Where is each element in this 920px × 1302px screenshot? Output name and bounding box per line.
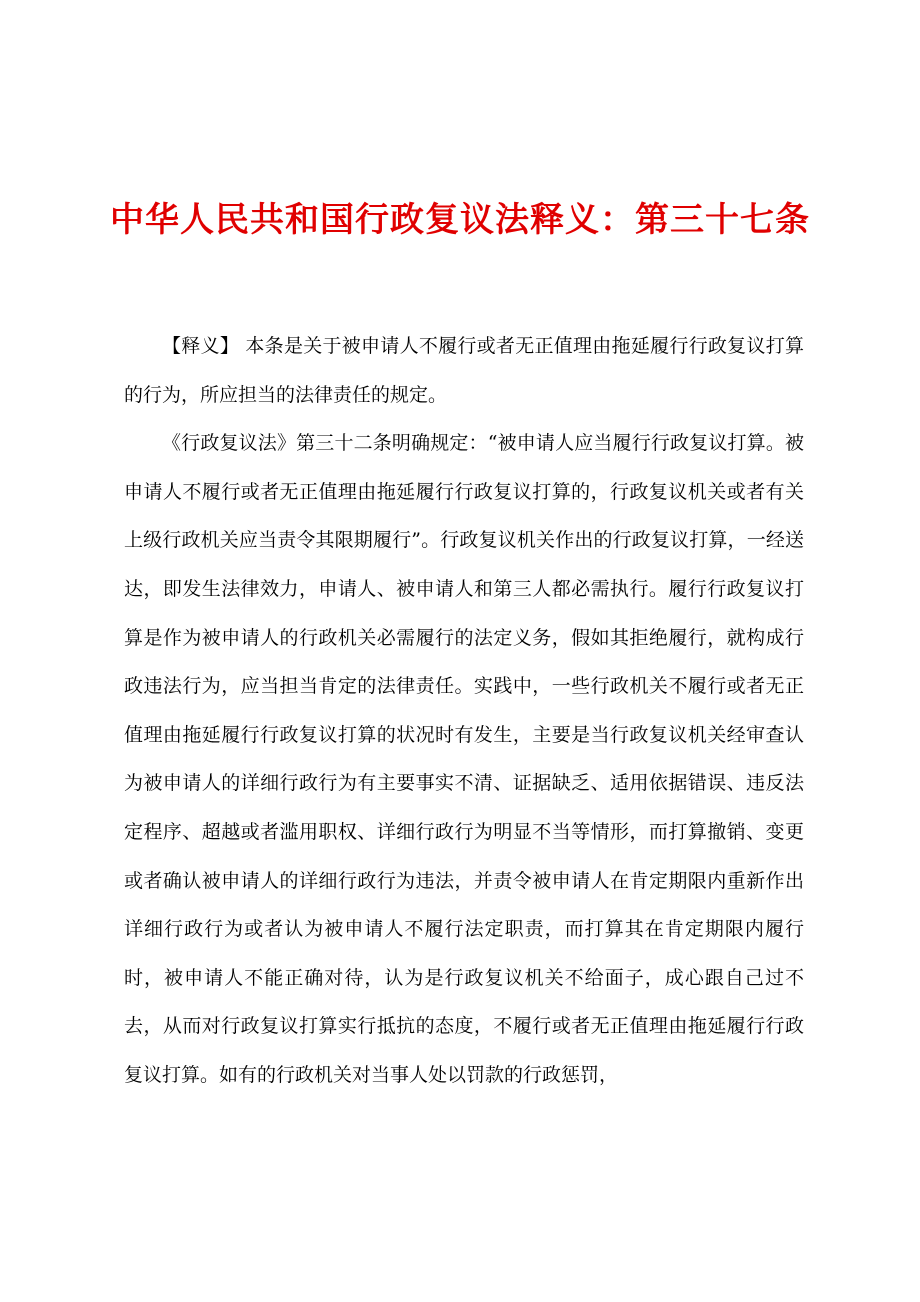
- document-title: 中华人民共和国行政复议法释义：第三十七条: [110, 200, 810, 240]
- document-body: [124, 322, 804, 1100]
- paragraph-text: 本条是关于被申请人不履行或者无正值理由拖延履行行政复议打算的行为，所应担当的法律责任的规定。: [124, 335, 804, 406]
- paragraph-explanation: [124, 419, 804, 1099]
- paragraph-text: 《行政复议法》第三十二条明确规定：“被申请人应当履行行政复议打算。被申请人不履行或者无正值理由拖延履行行政复议打算的，行政复议机关或者有关上级行政机关应当责令其限期履行”。行政复议机关作出的行政复议打算，一经送达，即发生法律效力，申请人、被申请人和第三人都必需执行。履行行政复议打算是作为被申请人的行政机关必需履行的法定义务，假如其拒绝履行，就构成行政违法行为，应当担当肯定的法律责任。实践中，一些行政机关不履行或者无正值理由拖延履行行政复议打算的状况时有发生，主要是当行政复议机关经审查认为被申请人的详细行政行为有主要事实不清、证据缺乏、适用依据错误、违反法定程序、超越或者滥用职权、详细行政行为明显不当等情形，而打算撤销、变更或者确认被申请人的详细行政行为违法，并责令被申请人在肯定期限内重新作出详细行政行为或者认为被申请人不履行法定职责，而打算其在肯定期限内履行时，被申请人不能正确对待，认为是行政复议机关不给面子，成心跟自己过不去，从而对行政复议打算实行抵抗的态度，不履行或者无正值理由拖延履行行政复议打算。如有的行政机关对当事人处以罚款的行政惩罚，: [124, 432, 804, 1086]
- interpretation-label: 【释义】: [162, 335, 240, 357]
- paragraph-interpretation: [124, 322, 804, 419]
